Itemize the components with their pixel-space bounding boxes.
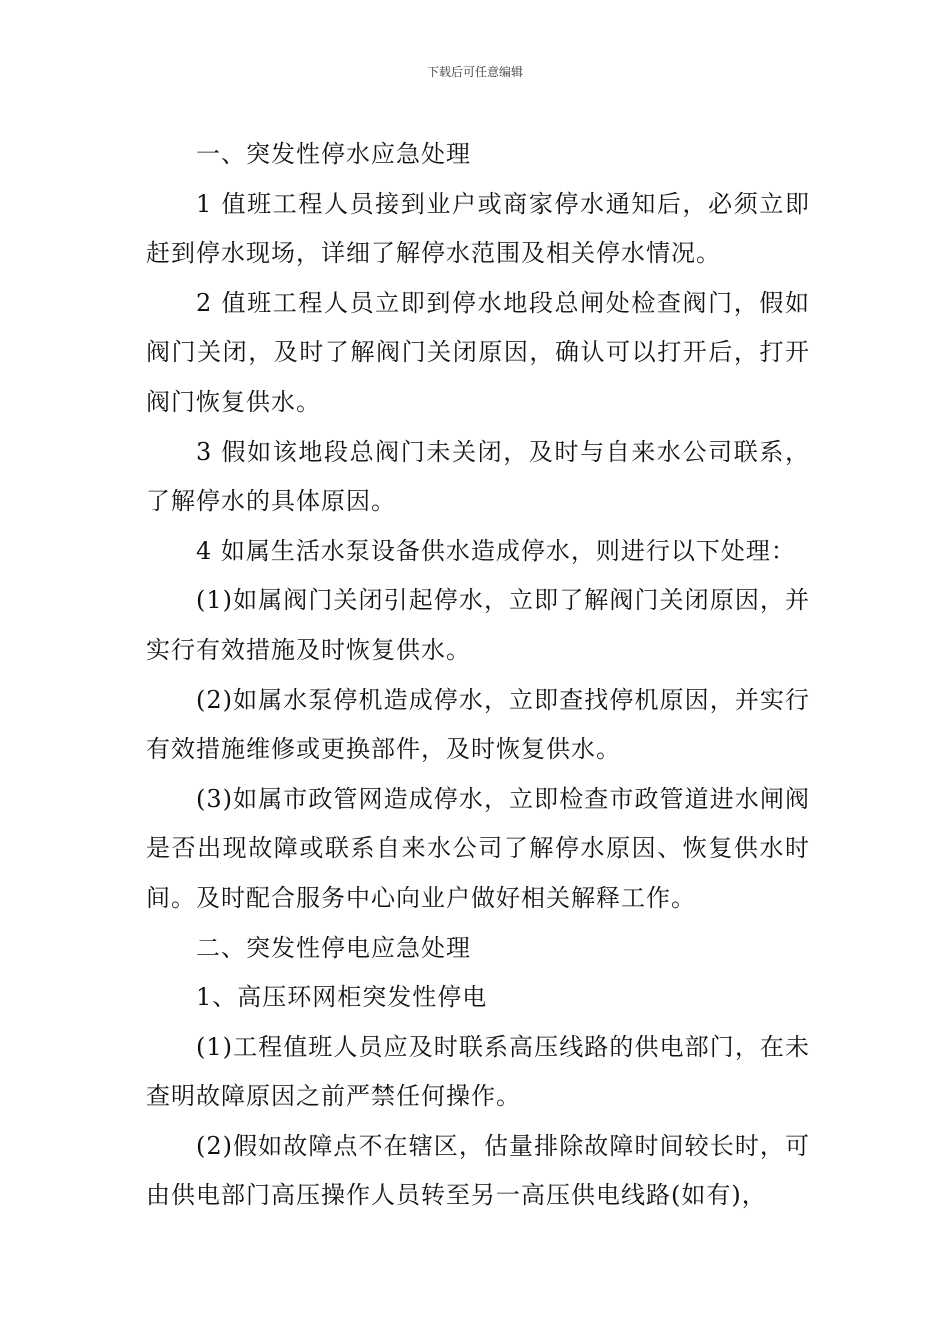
subsection-heading-ring-main-unit: 1、高压环网柜突发性停电 xyxy=(196,983,488,1012)
paragraph-step-4: 4 如属生活水泵设备供水造成停水，则进行以下处理： xyxy=(196,536,796,565)
paragraph-power-substep-1: (1)工程值班人员应及时联系高压线路的供电部门，在未查明故障原因之前严禁任何操作。 xyxy=(146,1032,810,1111)
paragraph-substep-1: (1)如属阀门关闭引起停水，立即了解阀门关闭原因，并实行有效措施及时恢复供水。 xyxy=(146,586,810,664)
paragraph-power-substep-2: (2)假如故障点不在辖区，估量排除故障时间较长时，可由供电部门高压操作人员转至另一高压供电线路(如有)， xyxy=(146,1131,810,1210)
section-heading-power-outage: 二、突发性停电应急处理 xyxy=(196,933,471,962)
paragraph-substep-2: (2)如属水泵停机造成停水，立即查找停机原因，并实行有效措施维修或更换部件，及时恢复供水。 xyxy=(146,685,810,764)
page-header-note: 下载后可任意编辑 xyxy=(426,65,523,79)
section-heading-water-outage: 一、突发性停水应急处理 xyxy=(196,140,471,168)
paragraph-substep-3: (3)如属市政管网造成停水，立即检查市政管道进水闸阀是否出现故障或联系自来水公司了解停水原因、恢复供水时间。及时配合服务中心向业户做好相关解释工作。 xyxy=(146,784,810,912)
paragraph-step-3: 3 假如该地段总阀门未关闭，及时与自来水公司联系，了解停水的具体原因。 xyxy=(146,437,810,516)
document-body xyxy=(146,130,810,1221)
paragraph-step-2: 2 值班工程人员立即到停水地段总闸处检查阀门，假如阀门关闭，及时了解阀门关闭原因，确认可以打开后，打开阀门恢复供水。 xyxy=(146,288,810,416)
paragraph-step-1: 1 值班工程人员接到业户或商家停水通知后，必须立即赶到停水现场，详细了解停水范围及相关停水情况。 xyxy=(146,189,810,268)
